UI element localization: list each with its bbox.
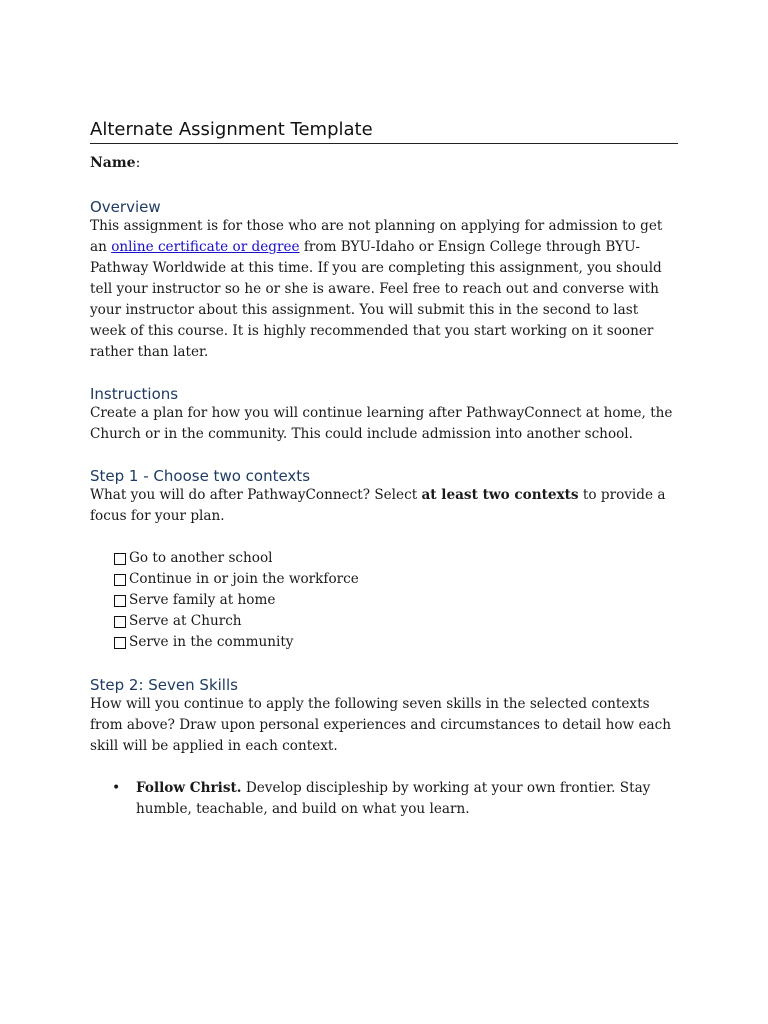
skills-list: [90, 778, 678, 820]
checkbox-family[interactable]: [114, 595, 126, 607]
context-option-school: [114, 548, 678, 569]
online-certificate-link[interactable]: online certificate or degree: [111, 239, 300, 255]
checkbox-church[interactable]: [114, 616, 126, 628]
context-option-community: [114, 632, 678, 653]
overview-text-after-link: from BYU-Idaho or Ensign College through BYU-Pathway Worldwide at this time. If you are completing this assignment, you should tell your instructor so he or she is aware. Feel free to reach out and converse with your instructor about this assignment. You will submit this in the second to last week of this course. It is highly recommended that you start working on it sooner rather than later.: [90, 239, 662, 360]
context-option-label: Serve at Church: [129, 613, 242, 629]
skill-name: Follow Christ.: [136, 780, 242, 796]
context-option-label: Go to another school: [129, 550, 273, 566]
context-option-label: Serve family at home: [129, 592, 276, 608]
context-option-label: Continue in or join the workforce: [129, 571, 359, 587]
step1-text-after-bold: to provide a focus for your plan.: [90, 487, 666, 524]
step1-text-before-bold: What you will do after PathwayConnect? Select: [90, 487, 422, 503]
step1-paragraph: [90, 485, 678, 527]
checkbox-community[interactable]: [114, 637, 126, 649]
overview-heading: Overview: [90, 198, 161, 216]
instructions-paragraph: Create a plan for how you will continue learning after PathwayConnect at home, the Church or in the community. This could include admission into another school.: [90, 405, 673, 442]
overview-text-before-link: This assignment is for those who are not planning on applying for admission to get an: [90, 218, 663, 255]
document-content: [90, 119, 678, 820]
document-title: Alternate Assignment Template: [90, 119, 678, 144]
step2-paragraph: How will you continue to apply the following seven skills in the selected contexts from above? Draw upon personal experiences and circumstances to detail how each skill will be applied in each context.: [90, 696, 671, 754]
step1-heading: Step 1 - Choose two contexts: [90, 467, 311, 485]
skill-text: [136, 778, 678, 820]
name-field-line: [90, 155, 678, 171]
context-option-label: Serve in the community: [129, 634, 294, 650]
skill-item: [90, 778, 678, 820]
context-option-church: [114, 611, 678, 632]
skill-description: Develop discipleship by working at your own frontier. Stay humble, teachable, and build on what you learn.: [136, 780, 651, 817]
bullet-icon: •: [112, 780, 121, 796]
overview-paragraph: [90, 216, 678, 363]
context-checklist: [90, 548, 678, 653]
step1-bold-text: at least two contexts: [421, 487, 579, 503]
context-option-family: [114, 590, 678, 611]
instructions-heading: Instructions: [90, 385, 179, 403]
step2-heading: Step 2: Seven Skills: [90, 676, 238, 694]
checkbox-school[interactable]: [114, 553, 126, 565]
name-colon: :: [135, 155, 141, 171]
context-option-workforce: [114, 569, 678, 590]
checkbox-workforce[interactable]: [114, 574, 126, 586]
name-label: Name: [90, 155, 136, 171]
